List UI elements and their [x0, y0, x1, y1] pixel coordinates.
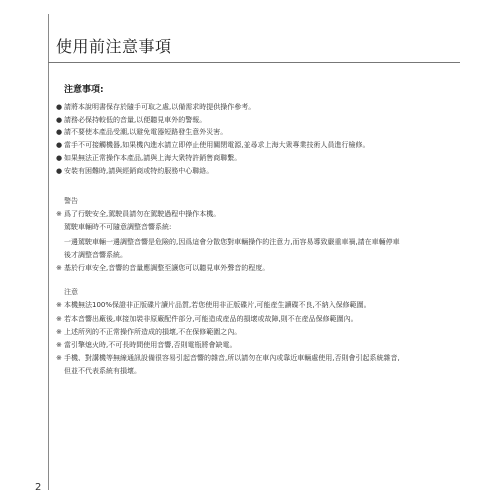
left-margin-rule [48, 14, 49, 490]
list-item: ● 安裝有困難時,請與經銷商或特約服務中心聯絡。 [56, 165, 476, 178]
warning-line: 後才調整音響系統。 [64, 251, 127, 259]
caution-line: ※ 手機、對講機等無線通訊設備很容易引起音響的雜音,所以請勿在車內或靠近車輛處使用,否則會引起系統雜音, [56, 354, 400, 362]
warning-line: ※ 基於行車安全,音響的音量應調整至讓您可以聽見車外聲音的程度。 [56, 264, 270, 272]
warning-line: 駕駛車輛時不可隨意調整音響系統: [64, 223, 172, 231]
caution-line: ※ 當引擎熄火時,不可長時間使用音響,否則電瓶將會缺電。 [56, 341, 237, 349]
note-mark-icon: ※ [56, 354, 62, 362]
caution-line: 但並不代表系統有損壞。 [64, 367, 141, 375]
note-mark-icon: ※ [56, 341, 62, 349]
note-mark-icon: ※ [56, 264, 62, 272]
list-item: ● 請不要使本產品受潮,以避免電器短路發生意外災害。 [56, 126, 476, 139]
page-title: 使用前注意事項 [56, 37, 172, 56]
warning-title: 警告 [64, 197, 78, 205]
section-heading: 注意事項: [64, 85, 104, 95]
page-number: 2 [35, 482, 42, 493]
bullet-icon: ● [56, 141, 63, 150]
warning-line: 一邊駕駛車輛一邊調整音響是危險的,因爲這會分散您對車輛操作的注意力,而容易導致嚴重車禍,請在車輛停車 [64, 238, 400, 246]
list-item: ● 請務必保持較低的音量,以便聽見車外的警報。 [56, 114, 476, 127]
list-item: ● 如果無法正常操作本產品,請與上海大衆特許銷售商聯繫。 [56, 152, 476, 165]
note-mark-icon: ※ [56, 301, 62, 309]
bullet-icon: ● [56, 153, 63, 162]
caution-title: 注意 [64, 288, 78, 296]
caution-line: ※ 若本音響出廠後,車接加裝非原廠配件部分,可能造成産品的損壞或故障,則不在産品保修範圍內。 [56, 315, 358, 323]
note-mark-icon: ※ [56, 315, 62, 323]
bullet-icon: ● [56, 166, 63, 175]
caution-line: ※ 上述所列的不正常操作所造成的損壞,不在保修範圍之內。 [56, 328, 242, 336]
bullet-icon: ● [56, 103, 63, 111]
list-item: ● 請將本說明書保存於隨手可取之處,以備需求時提供操作參考。 [56, 101, 476, 114]
note-mark-icon: ※ [56, 328, 62, 336]
warning-line: ※ 爲了行駛安全,駕駛員請勿在駕駛過程中操作本機。 [56, 210, 221, 218]
note-mark-icon: ※ [56, 210, 62, 218]
list-item: ● 當手不可接觸機器,如果機內進水請立即停止使用關閉電源,並尋求上海大衆專業技術人員進行檢修。 [56, 139, 476, 152]
bullet-icon: ● [56, 115, 63, 124]
precautions-list [56, 101, 476, 177]
title-underline [48, 62, 460, 63]
bullet-icon: ● [56, 128, 63, 137]
caution-line: ※ 本機無法100%保證非正版碟片讀片品質,若您使用非正版碟片,可能産生讀碟不良,不納入保修範圍。 [56, 301, 371, 309]
